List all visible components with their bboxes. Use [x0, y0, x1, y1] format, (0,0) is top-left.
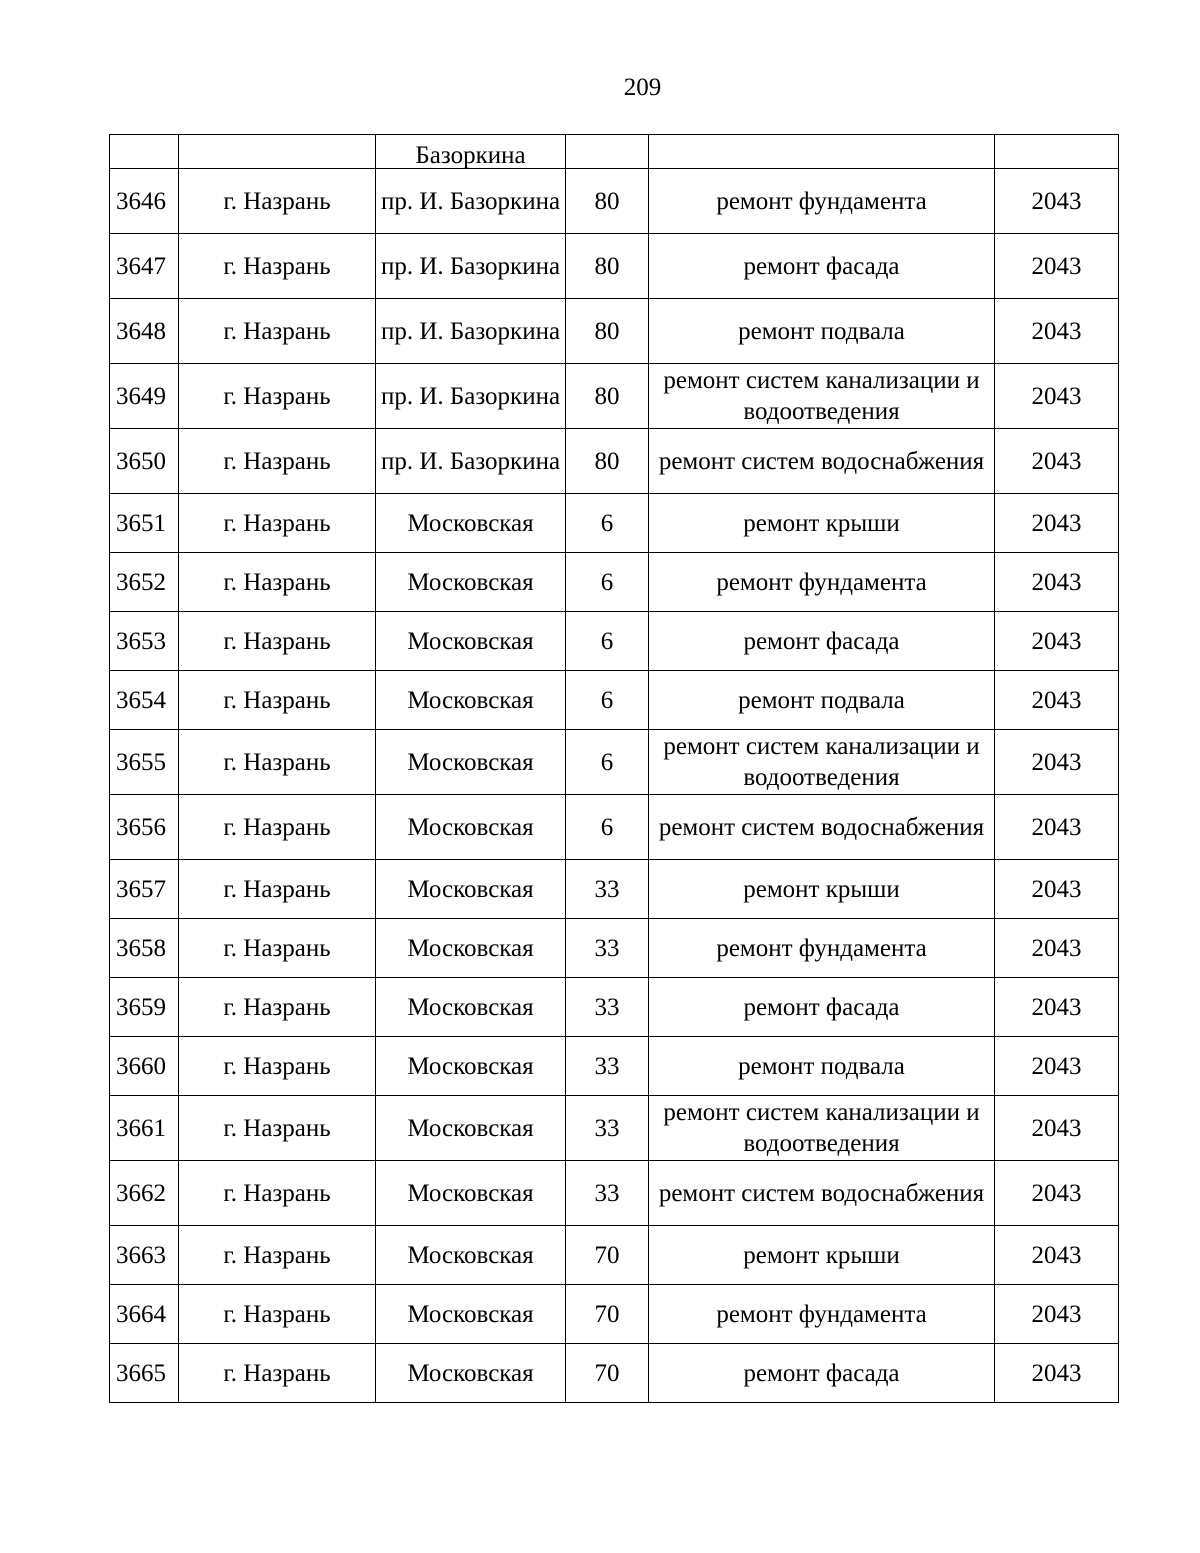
cell-city: г. Назрань: [179, 1344, 376, 1403]
cell-year: 2043: [995, 364, 1119, 429]
cell-street: Московская: [376, 860, 566, 919]
cell-street: Московская: [376, 1037, 566, 1096]
table-row: [110, 1226, 1119, 1285]
cell-number: 3659: [110, 978, 179, 1037]
cell-house: 33: [566, 1096, 649, 1161]
cell-city: г. Назрань: [179, 429, 376, 494]
cell-house: 6: [566, 795, 649, 860]
cell-street: Московская: [376, 978, 566, 1037]
cell-street: Московская: [376, 919, 566, 978]
cell-year: 2043: [995, 494, 1119, 553]
cell-house: 33: [566, 1161, 649, 1226]
cell-city: г. Назрань: [179, 234, 376, 299]
cell-house: 70: [566, 1344, 649, 1403]
cell-number: 3651: [110, 494, 179, 553]
cell-number: 3660: [110, 1037, 179, 1096]
cell-city: г. Назрань: [179, 299, 376, 364]
cell-city: г. Назрань: [179, 671, 376, 730]
table-row-continuation: [110, 135, 1119, 169]
cell-year: 2043: [995, 553, 1119, 612]
cell-work-type: ремонт подвала: [649, 671, 995, 730]
cell-street: Базоркина: [376, 135, 566, 169]
cell-house: 33: [566, 978, 649, 1037]
cell-work-type: [649, 135, 995, 169]
cell-house: 6: [566, 612, 649, 671]
cell-number: 3662: [110, 1161, 179, 1226]
table-row: [110, 364, 1119, 429]
table-row: [110, 299, 1119, 364]
cell-house: 6: [566, 494, 649, 553]
cell-city: г. Назрань: [179, 553, 376, 612]
cell-number: 3646: [110, 169, 179, 234]
cell-number: 3665: [110, 1344, 179, 1403]
table-row: [110, 612, 1119, 671]
table-row: [110, 1037, 1119, 1096]
table-row: [110, 978, 1119, 1037]
table-row: [110, 494, 1119, 553]
cell-city: г. Назрань: [179, 730, 376, 795]
table-row: [110, 1344, 1119, 1403]
table-row: [110, 429, 1119, 494]
cell-house: 80: [566, 429, 649, 494]
cell-city: г. Назрань: [179, 1285, 376, 1344]
cell-street: Московская: [376, 1161, 566, 1226]
cell-number: [110, 135, 179, 169]
cell-work-type: ремонт систем канализации и водоотведения: [649, 730, 995, 795]
table-row: [110, 671, 1119, 730]
cell-street: Московская: [376, 1096, 566, 1161]
cell-work-type: ремонт фасада: [649, 612, 995, 671]
cell-number: 3650: [110, 429, 179, 494]
table-row: [110, 730, 1119, 795]
cell-year: 2043: [995, 1037, 1119, 1096]
cell-work-type: ремонт систем канализации и водоотведения: [649, 1096, 995, 1161]
cell-street: Московская: [376, 612, 566, 671]
cell-number: 3652: [110, 553, 179, 612]
cell-work-type: ремонт подвала: [649, 1037, 995, 1096]
cell-city: [179, 135, 376, 169]
table-row: [110, 1161, 1119, 1226]
cell-street: Московская: [376, 671, 566, 730]
cell-number: 3661: [110, 1096, 179, 1161]
cell-number: 3648: [110, 299, 179, 364]
cell-city: г. Назрань: [179, 364, 376, 429]
cell-number: 3656: [110, 795, 179, 860]
cell-year: 2043: [995, 1161, 1119, 1226]
cell-city: г. Назрань: [179, 978, 376, 1037]
cell-work-type: ремонт фасада: [649, 1344, 995, 1403]
cell-work-type: ремонт фундамента: [649, 169, 995, 234]
cell-work-type: ремонт фасада: [649, 234, 995, 299]
cell-year: 2043: [995, 795, 1119, 860]
cell-house: 70: [566, 1226, 649, 1285]
cell-number: 3654: [110, 671, 179, 730]
cell-year: [995, 135, 1119, 169]
cell-number: 3655: [110, 730, 179, 795]
cell-city: г. Назрань: [179, 494, 376, 553]
cell-year: 2043: [995, 978, 1119, 1037]
cell-street: Московская: [376, 730, 566, 795]
cell-year: 2043: [995, 234, 1119, 299]
cell-year: 2043: [995, 919, 1119, 978]
cell-house: 70: [566, 1285, 649, 1344]
cell-street: пр. И. Базоркина: [376, 299, 566, 364]
cell-year: 2043: [995, 1285, 1119, 1344]
table-row: [110, 919, 1119, 978]
cell-number: 3647: [110, 234, 179, 299]
cell-work-type: ремонт фундамента: [649, 553, 995, 612]
cell-city: г. Назрань: [179, 795, 376, 860]
table-row: [110, 169, 1119, 234]
table-row: [110, 1096, 1119, 1161]
cell-city: г. Назрань: [179, 919, 376, 978]
table-row: [110, 860, 1119, 919]
cell-year: 2043: [995, 299, 1119, 364]
cell-number: 3664: [110, 1285, 179, 1344]
cell-street: пр. И. Базоркина: [376, 234, 566, 299]
cell-house: 80: [566, 169, 649, 234]
cell-year: 2043: [995, 1096, 1119, 1161]
cell-year: 2043: [995, 671, 1119, 730]
cell-street: пр. И. Базоркина: [376, 169, 566, 234]
cell-house: 80: [566, 364, 649, 429]
table-body: [110, 135, 1119, 1403]
cell-work-type: ремонт подвала: [649, 299, 995, 364]
cell-street: Московская: [376, 1285, 566, 1344]
cell-number: 3657: [110, 860, 179, 919]
cell-street: пр. И. Базоркина: [376, 364, 566, 429]
table-row: [110, 234, 1119, 299]
cell-city: г. Назрань: [179, 1226, 376, 1285]
cell-year: 2043: [995, 1344, 1119, 1403]
cell-house: 33: [566, 919, 649, 978]
cell-city: г. Назрань: [179, 1096, 376, 1161]
page-number: 209: [623, 74, 662, 101]
cell-street: Московская: [376, 494, 566, 553]
cell-year: 2043: [995, 429, 1119, 494]
cell-work-type: ремонт фундамента: [649, 919, 995, 978]
cell-number: 3663: [110, 1226, 179, 1285]
cell-street: Московская: [376, 795, 566, 860]
cell-work-type: ремонт систем водоснабжения: [649, 429, 995, 494]
cell-year: 2043: [995, 1226, 1119, 1285]
cell-city: г. Назрань: [179, 860, 376, 919]
cell-house: 6: [566, 553, 649, 612]
cell-number: 3653: [110, 612, 179, 671]
cell-street: Московская: [376, 1226, 566, 1285]
cell-work-type: ремонт систем водоснабжения: [649, 1161, 995, 1226]
cell-work-type: ремонт крыши: [649, 494, 995, 553]
cell-street: Московская: [376, 1344, 566, 1403]
cell-street: пр. И. Базоркина: [376, 429, 566, 494]
table-row: [110, 553, 1119, 612]
cell-house: 33: [566, 860, 649, 919]
cell-number: 3658: [110, 919, 179, 978]
cell-work-type: ремонт крыши: [649, 860, 995, 919]
cell-work-type: ремонт крыши: [649, 1226, 995, 1285]
cell-house: [566, 135, 649, 169]
cell-city: г. Назрань: [179, 612, 376, 671]
table-row: [110, 1285, 1119, 1344]
cell-work-type: ремонт фасада: [649, 978, 995, 1037]
cell-house: 33: [566, 1037, 649, 1096]
cell-house: 80: [566, 299, 649, 364]
cell-year: 2043: [995, 612, 1119, 671]
cell-street: Московская: [376, 553, 566, 612]
repair-schedule-table: [109, 134, 1119, 1403]
cell-work-type: ремонт систем водоснабжения: [649, 795, 995, 860]
cell-city: г. Назрань: [179, 169, 376, 234]
cell-number: 3649: [110, 364, 179, 429]
cell-work-type: ремонт систем канализации и водоотведения: [649, 364, 995, 429]
cell-house: 80: [566, 234, 649, 299]
cell-city: г. Назрань: [179, 1037, 376, 1096]
cell-house: 6: [566, 671, 649, 730]
cell-city: г. Назрань: [179, 1161, 376, 1226]
table-row: [110, 795, 1119, 860]
cell-year: 2043: [995, 730, 1119, 795]
cell-work-type: ремонт фундамента: [649, 1285, 995, 1344]
cell-year: 2043: [995, 860, 1119, 919]
cell-year: 2043: [995, 169, 1119, 234]
cell-house: 6: [566, 730, 649, 795]
